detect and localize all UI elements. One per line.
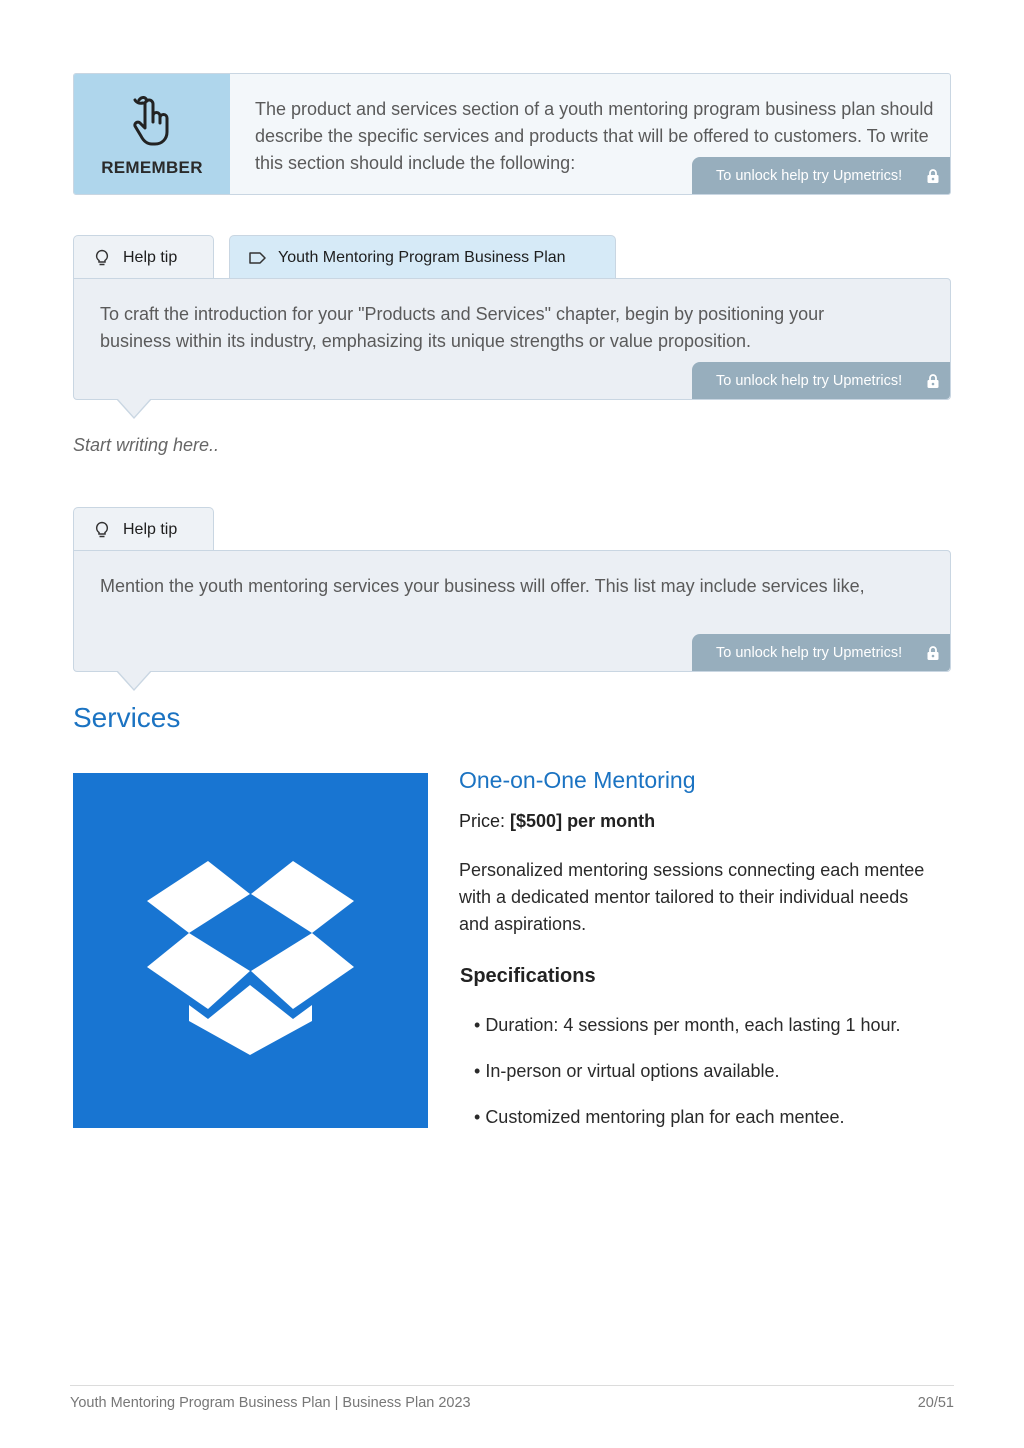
unlock-button[interactable] bbox=[692, 157, 950, 195]
help-tip-box bbox=[73, 278, 951, 400]
help-tip-box bbox=[73, 550, 951, 672]
list-item: • In-person or virtual options available. bbox=[474, 1058, 901, 1104]
unlock-label: To unlock help try Upmetrics! bbox=[716, 373, 903, 389]
tab-help-tip[interactable] bbox=[73, 235, 214, 279]
tab-help-tip-label: Help tip bbox=[123, 520, 178, 538]
remember-sidebar bbox=[74, 74, 230, 194]
finger-ribbon-icon bbox=[129, 94, 175, 146]
specifications-heading: Specifications bbox=[460, 965, 596, 987]
tab-business-plan[interactable] bbox=[229, 235, 616, 279]
tip-pointer bbox=[116, 399, 152, 419]
tag-icon bbox=[248, 249, 266, 267]
unlock-button[interactable] bbox=[692, 362, 950, 399]
tip-pointer bbox=[116, 671, 152, 691]
tab-business-plan-label: Youth Mentoring Program Business Plan bbox=[278, 248, 566, 266]
lock-icon bbox=[927, 374, 939, 388]
tab-help-tip[interactable] bbox=[73, 507, 214, 551]
remember-text: The product and services section of a youth mentoring program business plan should describe the specific services and products that will be offered to customers. To write this section should include the following: bbox=[255, 99, 934, 173]
remember-label: REMEMBER bbox=[101, 158, 203, 177]
specifications-list bbox=[474, 1012, 901, 1150]
tab-help-tip-label: Help tip bbox=[123, 248, 178, 266]
lightbulb-icon bbox=[93, 249, 111, 267]
lock-icon bbox=[927, 646, 939, 660]
lightbulb-icon bbox=[93, 521, 111, 539]
service-image bbox=[73, 773, 428, 1128]
service-description: Personalized mentoring sessions connecting each mentee with a dedicated mentor tailored to their individual needs and aspirations. bbox=[459, 860, 925, 934]
help-tip-text: To craft the introduction for your "Products and Services" chapter, begin by positioning your business within its industry, emphasizing its unique strengths or value proposition. bbox=[100, 304, 825, 351]
dropbox-icon bbox=[73, 773, 428, 1128]
list-item: • Duration: 4 sessions per month, each lasting 1 hour. bbox=[474, 1012, 901, 1058]
service-title: One-on-One Mentoring bbox=[459, 767, 696, 793]
service-price bbox=[459, 811, 655, 832]
price-value: [$500] per month bbox=[510, 811, 656, 831]
remember-box bbox=[73, 73, 951, 195]
unlock-button[interactable] bbox=[692, 634, 950, 671]
help-tip-text: Mention the youth mentoring services your business will offer. This list may include services like, bbox=[100, 576, 865, 596]
page-number: 20/51 bbox=[917, 1395, 954, 1411]
lock-icon bbox=[927, 169, 939, 183]
footer-divider bbox=[70, 1385, 954, 1386]
unlock-label: To unlock help try Upmetrics! bbox=[716, 168, 903, 184]
price-label: Price: bbox=[459, 811, 506, 831]
unlock-label: To unlock help try Upmetrics! bbox=[716, 645, 903, 661]
list-item: • Customized mentoring plan for each mentee. bbox=[474, 1104, 901, 1150]
services-heading: Services bbox=[73, 702, 181, 733]
start-writing-placeholder[interactable]: Start writing here.. bbox=[73, 435, 220, 455]
footer-title: Youth Mentoring Program Business Plan | Business Plan 2023 bbox=[70, 1395, 471, 1411]
